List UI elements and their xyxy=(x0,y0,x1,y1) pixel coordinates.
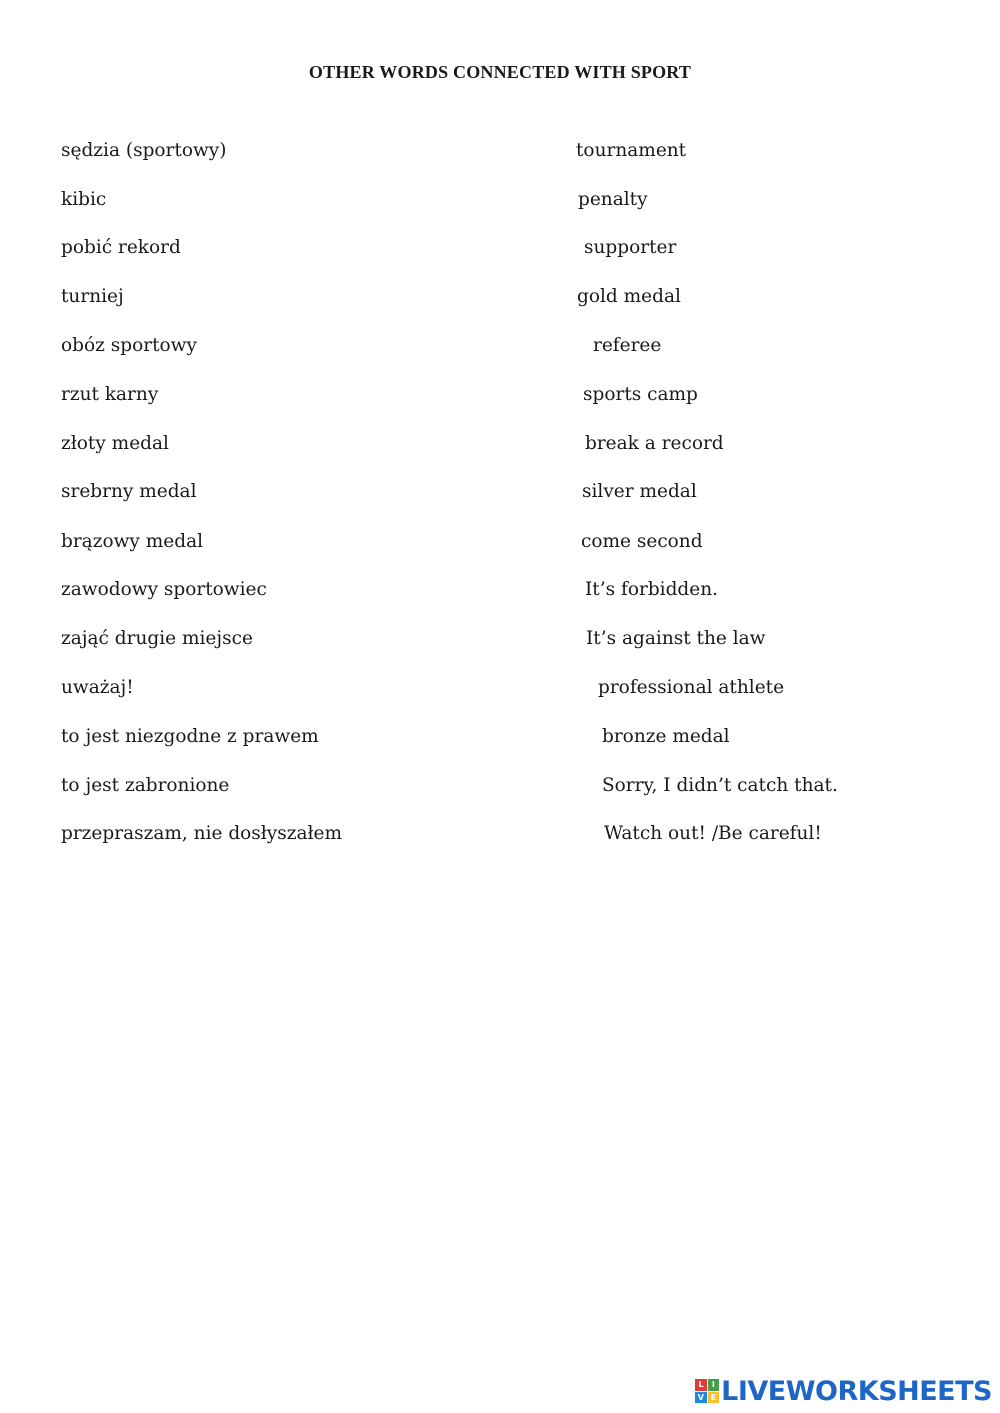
polish-term: pobić rekord xyxy=(61,237,181,258)
logo-letter: E xyxy=(708,1392,720,1404)
polish-term: to jest zabronione xyxy=(61,775,230,796)
polish-term: brązowy medal xyxy=(61,531,204,552)
vocab-row xyxy=(0,530,1000,560)
vocab-row xyxy=(0,236,1000,266)
polish-term: zająć drugie miejsce xyxy=(61,628,253,649)
polish-term: to jest niezgodne z prawem xyxy=(61,726,319,747)
english-term: referee xyxy=(593,335,662,356)
polish-term: turniej xyxy=(61,286,124,307)
english-term: gold medal xyxy=(577,286,681,307)
polish-term: przepraszam, nie dosłyszałem xyxy=(61,823,343,844)
logo-letter: V xyxy=(695,1392,707,1404)
english-term: It’s forbidden. xyxy=(585,579,719,600)
english-term: silver medal xyxy=(582,481,697,502)
english-term: bronze medal xyxy=(602,726,730,747)
english-term: Watch out! /Be careful! xyxy=(604,823,822,844)
vocab-row xyxy=(0,285,1000,315)
vocab-row xyxy=(0,383,1000,413)
logo-letter: L xyxy=(695,1379,707,1391)
vocab-row xyxy=(0,578,1000,608)
polish-term: złoty medal xyxy=(61,433,169,454)
vocab-row xyxy=(0,676,1000,706)
polish-term: obóz sportowy xyxy=(61,335,197,356)
polish-term: srebrny medal xyxy=(61,481,197,502)
english-term: It’s against the law xyxy=(586,628,766,649)
english-term: break a record xyxy=(585,433,724,454)
polish-term: sędzia (sportowy) xyxy=(61,140,227,161)
english-term: come second xyxy=(581,531,703,552)
liveworksheets-logo[interactable] xyxy=(695,1377,992,1405)
vocab-row xyxy=(0,139,1000,169)
vocab-row xyxy=(0,334,1000,364)
vocab-row xyxy=(0,188,1000,218)
polish-term: rzut karny xyxy=(61,384,159,405)
english-term: professional athlete xyxy=(598,677,785,698)
polish-term: uważaj! xyxy=(61,677,134,698)
vocab-row xyxy=(0,432,1000,462)
english-term: penalty xyxy=(578,189,648,210)
brand-name: LIVEWORKSHEETS xyxy=(721,1375,992,1407)
polish-term: zawodowy sportowiec xyxy=(61,579,267,600)
logo-letter: I xyxy=(708,1379,720,1391)
vocab-row xyxy=(0,627,1000,657)
english-term: tournament xyxy=(576,140,687,161)
english-term: sports camp xyxy=(583,384,698,405)
vocab-row xyxy=(0,480,1000,510)
vocab-row xyxy=(0,822,1000,852)
vocab-row xyxy=(0,774,1000,804)
english-term: Sorry, I didn’t catch that. xyxy=(602,775,838,796)
page-title: OTHER WORDS CONNECTED WITH SPORT xyxy=(308,62,692,82)
english-term: supporter xyxy=(584,237,677,258)
logo-icon xyxy=(695,1379,719,1403)
polish-term: kibic xyxy=(61,189,107,210)
vocab-row xyxy=(0,725,1000,755)
